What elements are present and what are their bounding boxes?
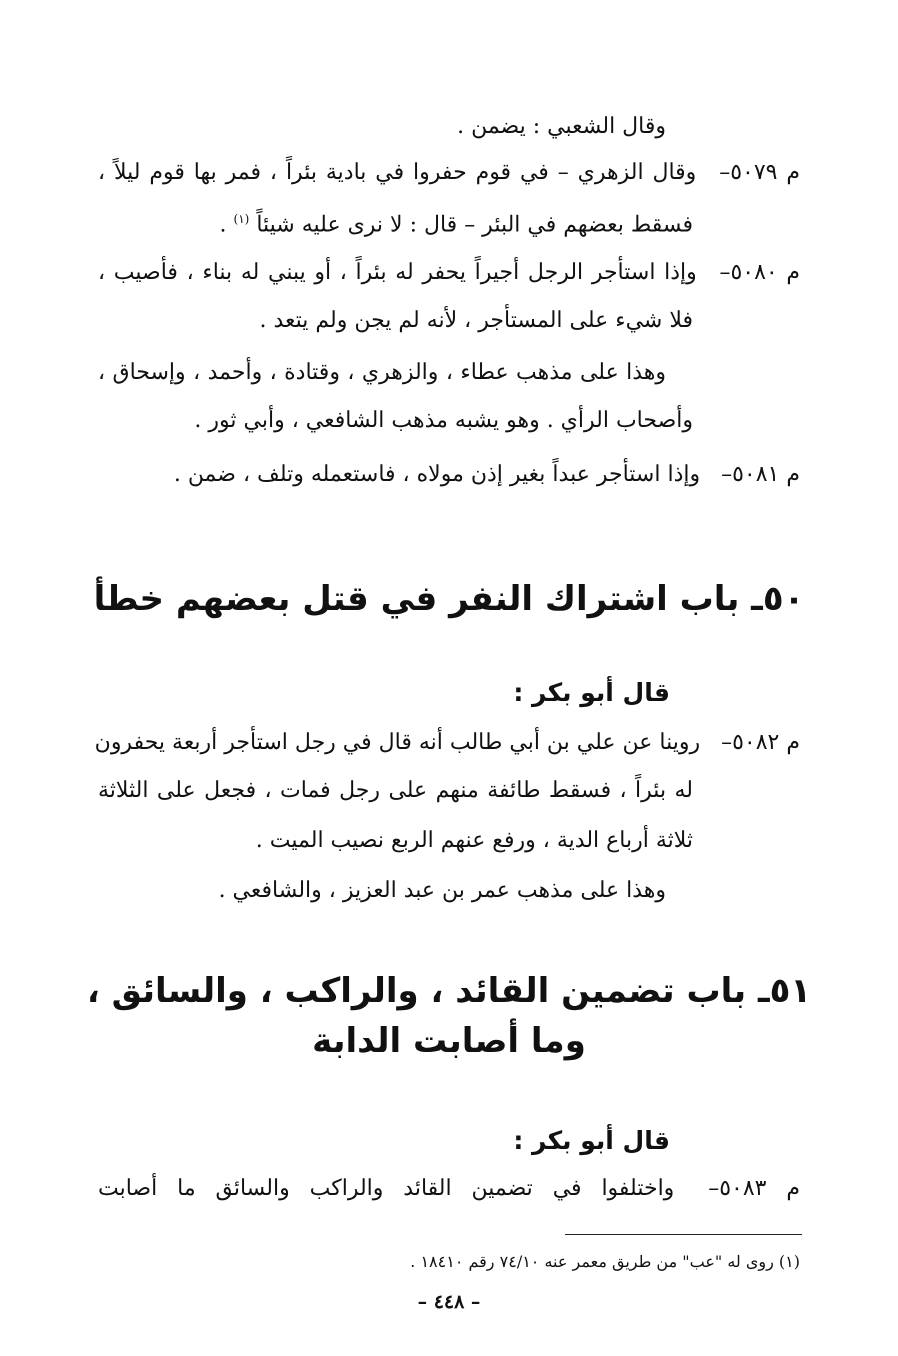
paragraph-5079-line1	[98, 158, 800, 188]
section-50-title: ٥٠ـ باب اشتراك النفر في قتل بعضهم خطأ	[93, 579, 805, 619]
paragraph-5083-line1	[98, 1174, 800, 1204]
footnote: (١) روى له "عب" من طريق معمر عنه ٧٤/١٠ رقم ١٨٤١٠ .	[410, 1252, 800, 1271]
text-line: وقال الشعبي : يضمن .	[457, 114, 666, 139]
text-line: ثلاثة أرباع الدية ، ورفع عنهم الربع نصيب الميت .	[255, 828, 693, 853]
page-number: – ٤٤٨ –	[417, 1291, 481, 1313]
text-run: وإذا استأجر الرجل أجيراً يحفر له بئراً ، أو يبني له بناء ، فأصيب ،	[98, 260, 697, 285]
text-run: وقال الزهري – في قوم حفروا في بادية بئراً ، فمر بها قوم ليلاً ،	[98, 160, 697, 185]
text-run: وإذا استأجر عبداً بغير إذن مولاه ، فاستعمله وتلف ، ضمن .	[173, 462, 701, 487]
text-line: وهذا على مذهب عطاء ، والزهري ، وقتادة ، وأحمد ، وإسحاق ،	[98, 360, 666, 385]
paragraph-number: م ٥٠٨٢–	[721, 730, 800, 755]
section-50-subheading: قال أبو بكر :	[513, 678, 670, 707]
section-51-title-line1: ٥١ـ باب تضمين القائد ، والراكب ، والسائق ،	[86, 971, 812, 1011]
text-run: روينا عن علي بن أبي طالب أنه قال في رجل استأجر أربعة يحفرون	[94, 730, 701, 755]
paragraph-number: م ٥٠٨٠–	[719, 260, 800, 285]
paragraph-5080-line1	[98, 258, 800, 288]
paragraph-5082-line1	[94, 728, 800, 758]
paragraph-number: م ٥٠٧٩–	[719, 160, 800, 185]
text-line: وهذا على مذهب عمر بن عبد العزيز ، والشافعي .	[218, 878, 666, 903]
footnote-marker[interactable]: (١)	[233, 212, 250, 226]
text-line: فلا شيء على المستأجر ، لأنه لم يجن ولم يتعد .	[259, 308, 693, 333]
paragraph-number: م ٥٠٨٣–	[708, 1176, 800, 1201]
paragraph-number: م ٥٠٨١–	[721, 462, 800, 487]
section-51-subheading: قال أبو بكر :	[513, 1126, 670, 1155]
paragraph-5079-line2	[220, 204, 694, 240]
footnote-divider	[565, 1234, 802, 1235]
text-line: له بئراً ، فسقط طائفة منهم على رجل فمات ، فجعل على الثلاثة	[98, 778, 693, 803]
paragraph-5081	[174, 460, 800, 490]
text-line: وأصحاب الرأي . وهو يشبه مذهب الشافعي ، وأبي ثور .	[194, 408, 693, 433]
text-run: .	[219, 212, 227, 238]
section-51-title-line2: وما أصابت الدابة	[312, 1021, 586, 1061]
text-run: واختلفوا في تضمين القائد والراكب والسائق ما أصابت	[98, 1176, 675, 1201]
text-run: فسقط بعضهم في البئر – قال : لا نرى عليه شيئاً	[256, 212, 693, 238]
